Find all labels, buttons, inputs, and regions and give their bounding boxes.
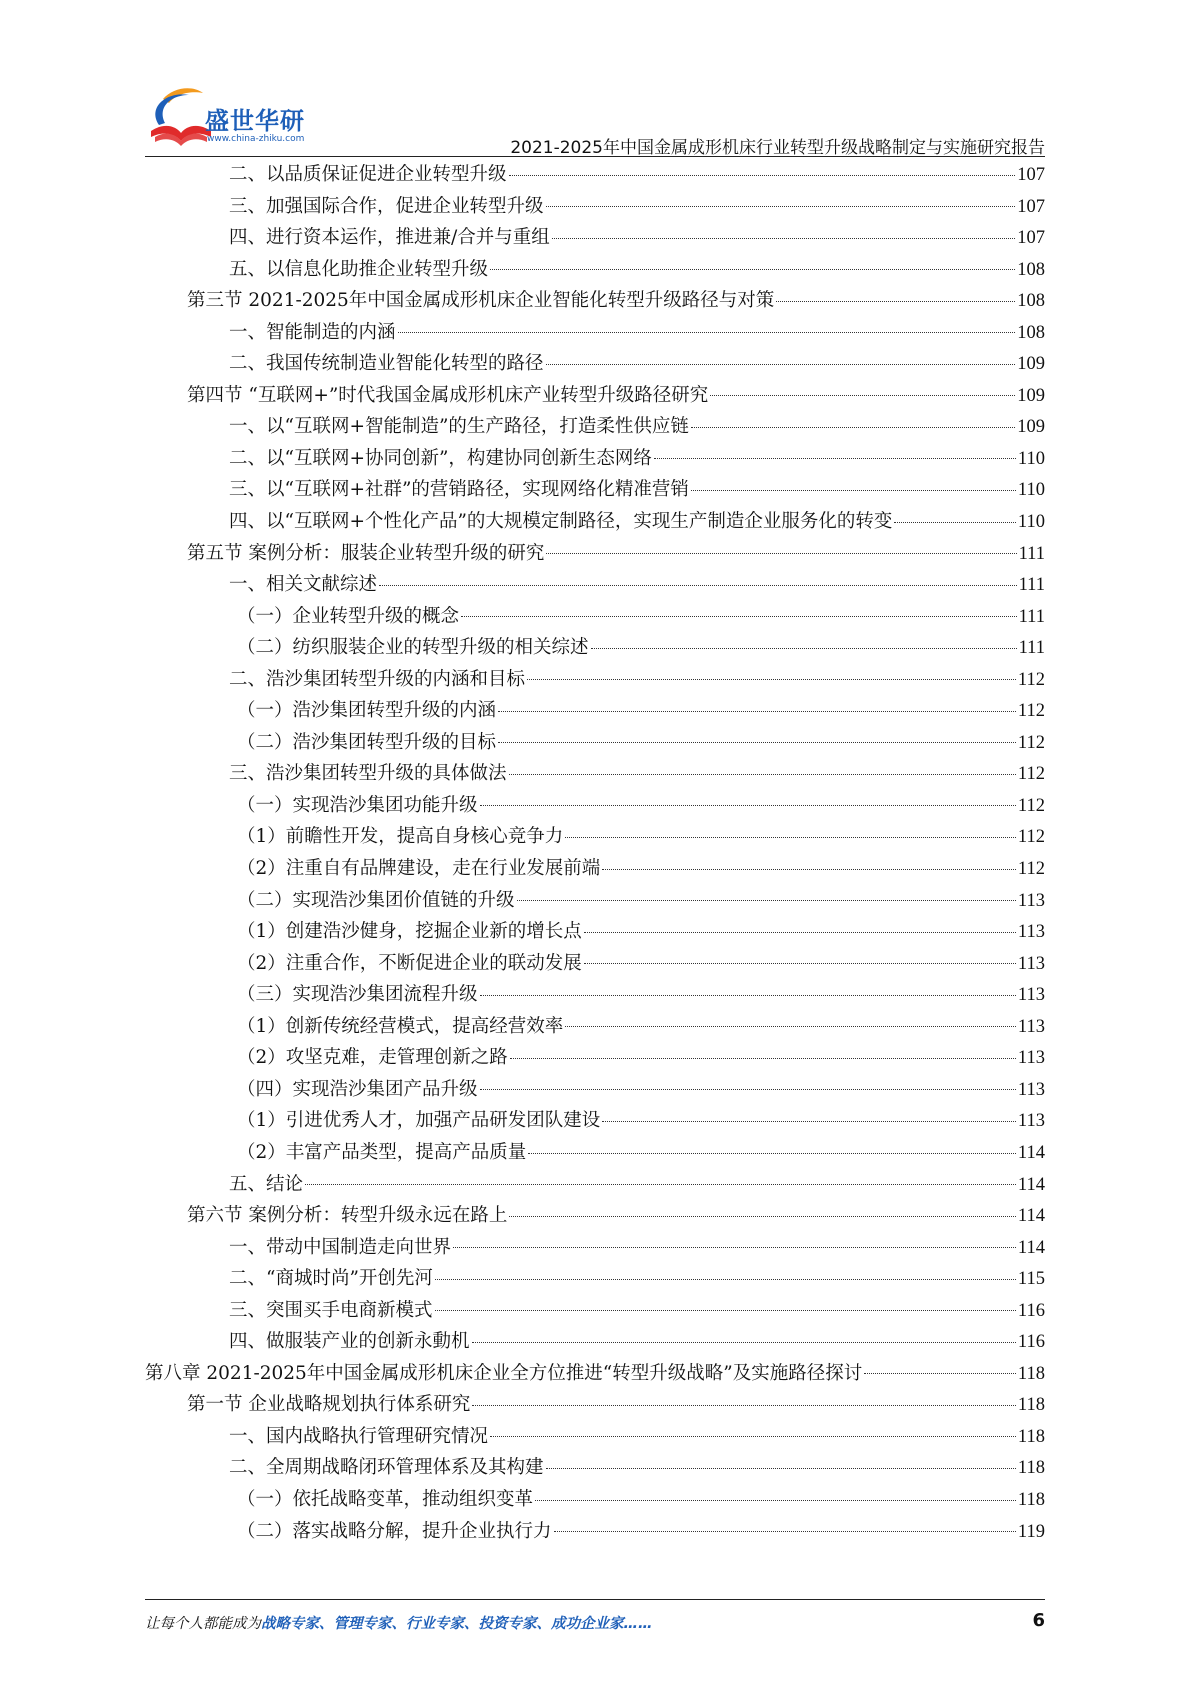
toc-entry-title: 四、进行资本运作，推进兼/合并与重组 <box>229 227 550 249</box>
toc-entry-page: 113 <box>1017 985 1045 1006</box>
toc-entry-title: 三、以“互联网+社群”的营销路径，实现网络化精准营销 <box>229 479 689 501</box>
toc-entry-title: （1）创建浩沙健身，挖掘企业新的增长点 <box>237 921 582 943</box>
footer-divider <box>145 1599 1045 1600</box>
toc-dot-leader <box>472 1342 1016 1343</box>
toc-entry[interactable] <box>145 758 1045 790</box>
toc-entry-page: 108 <box>1017 291 1045 312</box>
toc-dot-leader <box>379 585 1017 586</box>
toc-entry-title: 第一节 企业战略规划执行体系研究 <box>187 1394 471 1416</box>
toc-dot-leader <box>398 332 1016 333</box>
toc-dot-leader <box>480 995 1016 996</box>
toc-entry-page: 107 <box>1017 196 1045 217</box>
toc-entry[interactable] <box>145 695 1045 727</box>
toc-dot-leader <box>461 616 1017 617</box>
logo-brand-name: 盛世华研 <box>205 107 305 135</box>
toc-entry-title: 一、带动中国制造走向世界 <box>229 1236 452 1258</box>
toc-entry-page: 116 <box>1017 1300 1045 1321</box>
toc-entry-title: 二、我国传统制造业智能化转型的路径 <box>229 353 544 375</box>
toc-entry-page: 112 <box>1017 764 1045 785</box>
toc-entry-title: 第五节 案例分析：服装企业转型升级的研究 <box>187 542 545 564</box>
toc-entry-title: 第六节 案例分析：转型升级永远在路上 <box>187 1205 508 1227</box>
toc-entry[interactable] <box>145 916 1045 948</box>
toc-entry[interactable] <box>145 1263 1045 1295</box>
toc-entry[interactable] <box>145 1295 1045 1327</box>
toc-entry[interactable] <box>145 443 1045 475</box>
toc-entry-page: 110 <box>1017 480 1045 501</box>
toc-entry[interactable] <box>145 1358 1045 1390</box>
toc-entry-page: 109 <box>1017 417 1045 438</box>
toc-entry[interactable] <box>145 317 1045 349</box>
toc-entry-page: 110 <box>1017 512 1045 533</box>
toc-entry-title: 五、结论 <box>229 1173 304 1195</box>
toc-entry-page: 118 <box>1017 1489 1045 1510</box>
toc-entry-page: 113 <box>1017 953 1045 974</box>
toc-entry-title: （一）实现浩沙集团功能升级 <box>237 794 478 816</box>
toc-entry[interactable] <box>145 506 1045 538</box>
toc-entry-title: 二、以品质保证促进企业转型升级 <box>229 164 507 185</box>
table-of-contents <box>145 159 1045 1547</box>
toc-entry-page: 112 <box>1017 732 1045 753</box>
toc-entry[interactable] <box>145 191 1045 223</box>
toc-entry[interactable] <box>145 664 1045 696</box>
toc-entry-page: 113 <box>1017 1016 1045 1037</box>
toc-entry-page: 112 <box>1017 701 1045 722</box>
toc-dot-leader <box>517 900 1016 901</box>
toc-entry-page: 113 <box>1017 1048 1045 1069</box>
toc-dot-leader <box>490 269 1015 270</box>
toc-entry[interactable] <box>145 790 1045 822</box>
toc-entry[interactable] <box>145 538 1045 570</box>
toc-dot-leader <box>453 1247 1016 1248</box>
toc-dot-leader <box>435 1310 1016 1311</box>
toc-dot-leader <box>509 1216 1016 1217</box>
toc-entry-page: 114 <box>1017 1237 1045 1258</box>
toc-entry-page: 107 <box>1017 165 1045 185</box>
toc-entry[interactable] <box>145 411 1045 443</box>
toc-dot-leader <box>546 206 1016 207</box>
toc-entry-title: （二）落实战略分解，提升企业执行力 <box>237 1520 552 1542</box>
toc-dot-leader <box>591 648 1017 649</box>
toc-entry-page: 110 <box>1017 448 1045 469</box>
toc-entry[interactable] <box>145 1389 1045 1421</box>
toc-dot-leader <box>480 805 1016 806</box>
toc-dot-leader <box>490 1436 1016 1437</box>
toc-dot-leader <box>654 458 1016 459</box>
toc-entry[interactable] <box>145 727 1045 759</box>
toc-entry-title: 五、以信息化助推企业转型升级 <box>229 258 489 280</box>
toc-entry-page: 116 <box>1017 1332 1045 1353</box>
toc-entry-page: 118 <box>1017 1458 1045 1479</box>
toc-entry-title: （2）攻坚克难，走管理创新之路 <box>237 1047 508 1069</box>
toc-entry-title: （二）浩沙集团转型升级的目标 <box>237 731 497 753</box>
toc-entry-page: 111 <box>1018 575 1045 596</box>
page-header <box>145 85 1045 160</box>
toc-entry[interactable] <box>145 1074 1045 1106</box>
toc-dot-leader <box>565 1026 1016 1027</box>
toc-dot-leader <box>546 1468 1016 1469</box>
toc-entry[interactable] <box>145 1011 1045 1043</box>
toc-dot-leader <box>435 1279 1016 1280</box>
toc-entry-title: 一、国内战略执行管理研究情况 <box>229 1425 489 1447</box>
toc-entry-page: 111 <box>1018 543 1045 564</box>
toc-entry-page: 109 <box>1017 385 1045 406</box>
toc-entry-page: 112 <box>1017 669 1045 690</box>
toc-entry-title: 三、加强国际合作，促进企业转型升级 <box>229 195 544 217</box>
toc-entry[interactable] <box>145 285 1045 317</box>
toc-entry[interactable] <box>145 159 1045 191</box>
toc-entry-title: （一）依托战略变革，推动组织变革 <box>237 1488 534 1510</box>
toc-entry-page: 119 <box>1017 1521 1045 1542</box>
toc-dot-leader <box>584 963 1016 964</box>
toc-entry-title: （一）浩沙集团转型升级的内涵 <box>237 700 497 722</box>
toc-entry-title: 一、智能制造的内涵 <box>229 321 396 343</box>
toc-entry-page: 114 <box>1017 1206 1045 1227</box>
toc-dot-leader <box>584 932 1016 933</box>
toc-entry-title: 一、相关文献综述 <box>229 574 378 596</box>
toc-dot-leader <box>864 1373 1016 1374</box>
toc-entry-title: （二）实现浩沙集团价值链的升级 <box>237 889 515 911</box>
toc-entry-title: 二、“商城时尚”开创先河 <box>229 1268 433 1290</box>
toc-dot-leader <box>305 1184 1016 1185</box>
toc-entry[interactable] <box>145 1105 1045 1137</box>
toc-entry-title: （二）纺织服装企业的转型升级的相关综述 <box>237 637 589 659</box>
toc-dot-leader <box>602 869 1016 870</box>
toc-dot-leader <box>546 553 1016 554</box>
toc-entry[interactable] <box>145 853 1045 885</box>
toc-entry[interactable] <box>145 348 1045 380</box>
toc-entry-page: 113 <box>1017 1079 1045 1100</box>
toc-dot-leader <box>894 522 1016 523</box>
company-logo <box>145 85 325 150</box>
toc-entry-title: 一、以“互联网+智能制造”的生产路径，打造柔性供应链 <box>229 416 689 438</box>
toc-dot-leader <box>509 175 1016 176</box>
toc-entry-title: （2）注重合作，不断促进企业的联动发展 <box>237 952 582 974</box>
toc-entry-title: 第三节 2021-2025年中国金属成形机床企业智能化转型升级路径与对策 <box>187 290 775 312</box>
document-title: 2021-2025年中国金属成形机床行业转型升级战略制定与实施研究报告 <box>510 138 1045 158</box>
toc-entry[interactable] <box>145 1137 1045 1169</box>
toc-dot-leader <box>691 490 1016 491</box>
toc-entry-title: （1）创新传统经营模式，提高经营效率 <box>237 1015 564 1037</box>
toc-entry[interactable] <box>145 380 1045 412</box>
toc-entry-page: 111 <box>1018 606 1045 627</box>
toc-entry-title: 二、以“互联网+协同创新”，构建协同创新生态网络 <box>229 447 652 469</box>
toc-entry[interactable] <box>145 1042 1045 1074</box>
toc-dot-leader <box>527 679 1016 680</box>
toc-dot-leader <box>472 1405 1016 1406</box>
toc-entry[interactable] <box>145 1169 1045 1201</box>
toc-entry-title: （四）实现浩沙集团产品升级 <box>237 1078 478 1100</box>
logo-website: www.china-zhiku.com <box>207 134 305 144</box>
toc-entry-title: （1）引进优秀人才，加强产品研发团队建设 <box>237 1110 601 1132</box>
toc-entry[interactable] <box>145 1516 1045 1548</box>
header-divider <box>145 156 1045 157</box>
toc-entry-page: 108 <box>1017 322 1045 343</box>
toc-entry-title: （1）前瞻性开发，提高自身核心竞争力 <box>237 826 564 848</box>
toc-entry-title: 三、浩沙集团转型升级的具体做法 <box>229 763 507 785</box>
toc-entry-title: （三）实现浩沙集团流程升级 <box>237 984 478 1006</box>
toc-entry[interactable] <box>145 1452 1045 1484</box>
toc-dot-leader <box>480 1089 1016 1090</box>
toc-dot-leader <box>776 301 1015 302</box>
toc-dot-leader <box>552 238 1016 239</box>
toc-entry[interactable] <box>145 1200 1045 1232</box>
page-footer <box>145 1604 1045 1644</box>
toc-entry-title: 二、全周期战略闭环管理体系及其构建 <box>229 1457 544 1479</box>
toc-entry[interactable] <box>145 979 1045 1011</box>
toc-entry[interactable] <box>145 1326 1045 1358</box>
toc-dot-leader <box>602 1121 1016 1122</box>
toc-dot-leader <box>546 364 1016 365</box>
toc-entry-title: （一）企业转型升级的概念 <box>237 605 460 627</box>
toc-entry-page: 108 <box>1017 259 1045 280</box>
toc-entry[interactable] <box>145 948 1045 980</box>
toc-dot-leader <box>498 742 1016 743</box>
toc-entry-page: 113 <box>1017 922 1045 943</box>
toc-dot-leader <box>498 711 1016 712</box>
toc-entry-page: 118 <box>1017 1395 1045 1416</box>
toc-entry-page: 112 <box>1017 859 1045 880</box>
toc-dot-leader <box>510 1058 1016 1059</box>
toc-entry-page: 114 <box>1017 1142 1045 1163</box>
page-number: 6 <box>1032 1610 1045 1631</box>
toc-dot-leader <box>554 1531 1016 1532</box>
slogan-highlight: 战略专家、管理专家、行业专家、投资专家、成功企业家…… <box>261 1616 653 1632</box>
toc-entry[interactable] <box>145 569 1045 601</box>
toc-entry-page: 112 <box>1017 827 1045 848</box>
toc-entry[interactable] <box>145 254 1045 286</box>
toc-dot-leader <box>535 1500 1016 1501</box>
toc-entry-title: 二、浩沙集团转型升级的内涵和目标 <box>229 668 526 690</box>
footer-slogan <box>145 1612 653 1633</box>
toc-entry-page: 111 <box>1018 638 1045 659</box>
toc-entry[interactable] <box>145 1484 1045 1516</box>
toc-dot-leader <box>565 837 1016 838</box>
toc-entry-title: （2）丰富产品类型，提高产品质量 <box>237 1141 527 1163</box>
toc-dot-leader <box>509 774 1016 775</box>
toc-entry[interactable] <box>145 474 1045 506</box>
toc-entry-page: 113 <box>1017 1111 1045 1132</box>
toc-entry-page: 112 <box>1017 795 1045 816</box>
toc-entry[interactable] <box>145 222 1045 254</box>
toc-dot-leader <box>528 1153 1016 1154</box>
toc-entry-title: 四、以“互联网+个性化产品”的大规模定制路径，实现生产制造企业服务化的转变 <box>229 511 893 533</box>
toc-entry-page: 114 <box>1017 1174 1045 1195</box>
toc-entry-page: 118 <box>1017 1426 1045 1447</box>
toc-entry[interactable] <box>145 885 1045 917</box>
toc-entry-title: 第四节 “互联网+”时代我国金属成形机床产业转型升级路径研究 <box>187 384 709 406</box>
toc-dot-leader <box>691 427 1015 428</box>
toc-entry[interactable] <box>145 601 1045 633</box>
toc-entry[interactable] <box>145 821 1045 853</box>
toc-entry-title: 三、突围买手电商新模式 <box>229 1299 433 1321</box>
slogan-prefix: 让每个人都能成为 <box>145 1616 261 1632</box>
toc-entry-page: 107 <box>1017 228 1045 249</box>
toc-entry[interactable] <box>145 1421 1045 1453</box>
toc-entry-title: 四、做服装产业的创新永動机 <box>229 1331 470 1353</box>
toc-dot-leader <box>710 395 1015 396</box>
toc-entry-page: 118 <box>1017 1363 1045 1384</box>
toc-entry-title: 第八章 2021-2025年中国金属成形机床企业全方位推进“转型升级战略”及实施路径探讨 <box>145 1362 863 1384</box>
toc-entry-page: 113 <box>1017 890 1045 911</box>
toc-entry-page: 109 <box>1017 354 1045 375</box>
toc-entry[interactable] <box>145 632 1045 664</box>
toc-entry-page: 115 <box>1017 1269 1045 1290</box>
toc-entry-title: （2）注重自有品牌建设，走在行业发展前端 <box>237 858 601 880</box>
toc-entry[interactable] <box>145 1232 1045 1264</box>
